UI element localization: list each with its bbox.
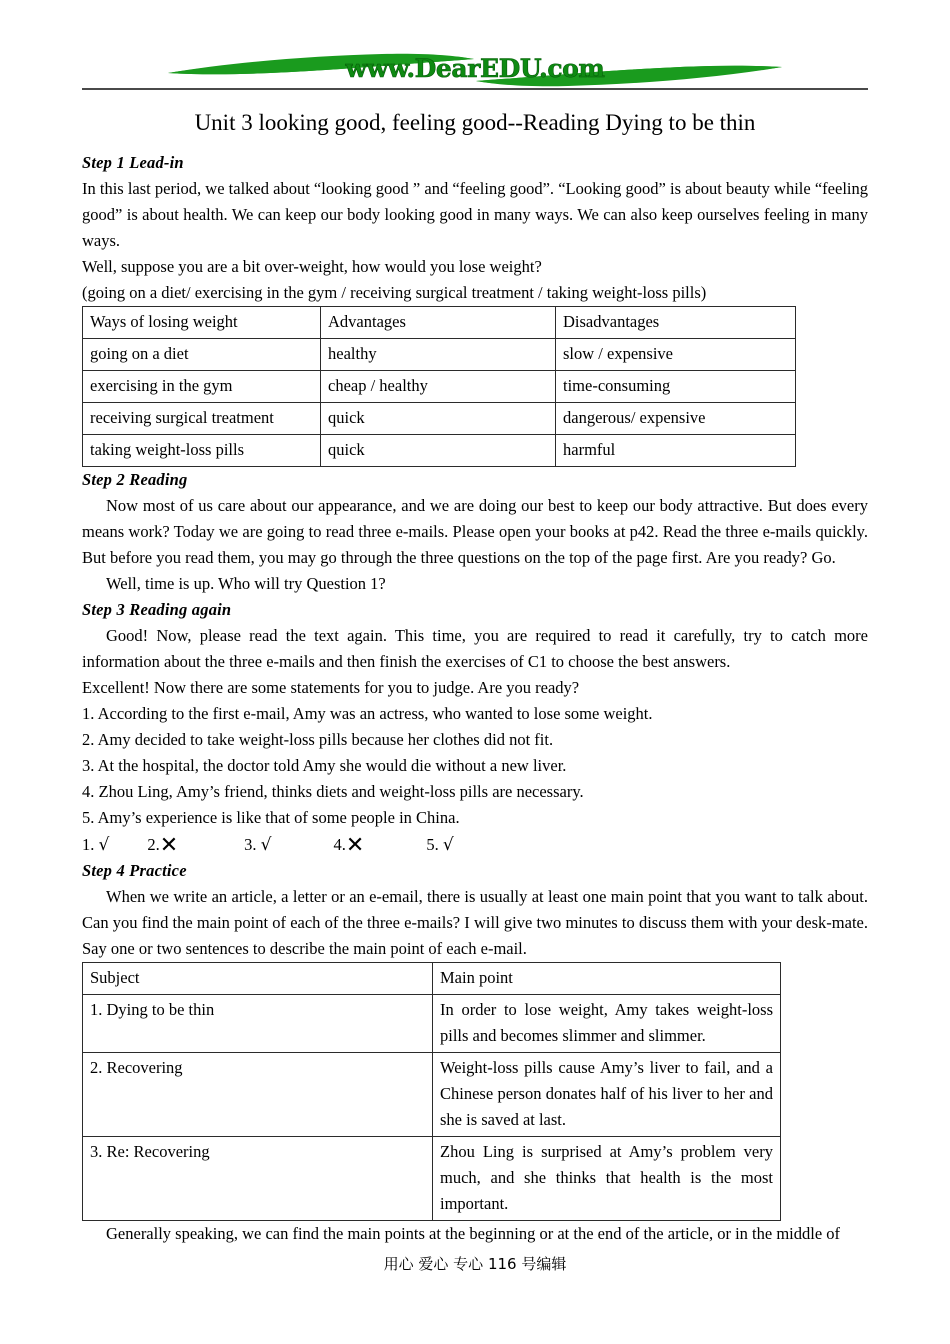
site-logo [82,50,868,90]
step2-heading: Step 2 Reading [82,470,188,489]
table-row [83,435,796,467]
step2-paragraph-2: Well, time is up. Who will try Question 1? [106,574,386,593]
column-header-subject: Subject [83,963,433,995]
cell-way: going on a diet [83,339,321,371]
step1-paragraph-1: In this last period, we talked about “looking good ” and “feeling good”. “Looking good” is about beauty while “feeling good” is about health. We can keep our body looking good in many ways. We can also keep ourselves feeling in many ways. [82,179,868,250]
column-header-main-point: Main point [433,963,781,995]
closing-paragraph: Generally speaking, we can find the main points at the beginning or at the end of the article, or in the middle of [106,1224,841,1243]
cell-main-point: Zhou Ling is surprised at Amy’s problem very much, and she thinks that health is the most important. [433,1137,781,1221]
cell-disadvantage: slow / expensive [556,339,796,371]
table-row [83,403,796,435]
cell-way: exercising in the gym [83,371,321,403]
table-header-row [83,963,781,995]
table-row [83,1053,781,1137]
step1-heading: Step 1 Lead-in [82,153,184,172]
answer-4-number: 4. [333,835,346,854]
column-header-advantages: Advantages [321,307,556,339]
table-row [83,995,781,1053]
page-title: Unit 3 looking good, feeling good--Reading Dying to be thin [194,110,756,135]
table-row [83,339,796,371]
main-points-table [82,962,781,1221]
answer-1 [82,832,109,858]
statement-item: 3. At the hospital, the doctor told Amy she would die without a new liver. [82,756,567,775]
answer-key-row [82,831,868,858]
cell-way: taking weight-loss pills [83,435,321,467]
cell-advantage: quick [321,403,556,435]
cell-advantage: quick [321,435,556,467]
header-divider-rule [82,88,868,90]
document-body [82,150,868,1247]
check-icon: √ [98,835,110,855]
table-row [83,371,796,403]
step4-paragraph-1: When we write an article, a letter or an e-email, there is usually at least one main point that you want to talk about. Can you find the main point of each of the three e-mails? I will give two minutes to discuss them with your desk-mate. Say one or two sentences to describe the main point of each e-mail. [82,887,868,958]
column-header-disadvantages: Disadvantages [556,307,796,339]
cell-advantage: healthy [321,339,556,371]
answer-4 [334,831,365,858]
cell-disadvantage: time-consuming [556,371,796,403]
cell-subject: 1. Dying to be thin [83,995,433,1053]
cross-icon: ✕ [345,833,365,858]
answer-5 [426,832,453,858]
answer-3-number: 3. [244,835,257,854]
page-footer: 用心 爱心 专心 116 号编辑 [383,1255,567,1273]
cell-subject: 3. Re: Recovering [83,1137,433,1221]
step2-paragraph-1: Now most of us care about our appearance, and we are doing our best to keep our body attractive. But does every means work? Today we are going to read three e-mails. Please open your books at p42. Read the three e-mails quickly. But before you read them, you may go through the three questions on the top of the page first. Are you ready? Go. [82,496,868,567]
answer-3 [244,832,271,858]
answer-2 [147,831,178,858]
column-header-ways: Ways of losing weight [83,307,321,339]
cell-subject: 2. Recovering [83,1053,433,1137]
answer-5-number: 5. [426,835,439,854]
step3-heading: Step 3 Reading again [82,600,232,619]
table-header-row [83,307,796,339]
check-icon: √ [260,835,272,855]
statement-item: 4. Zhou Ling, Amy’s friend, thinks diets and weight-loss pills are necessary. [82,782,584,801]
cross-icon: ✕ [159,833,179,858]
answer-1-number: 1. [82,835,95,854]
page-header [82,50,868,98]
answer-2-number: 2. [147,835,160,854]
statement-item: 2. Amy decided to take weight-loss pills because her clothes did not fit. [82,730,554,749]
step4-heading: Step 4 Practice [82,861,187,880]
ways-of-losing-weight-table [82,306,796,467]
cell-advantage: cheap / healthy [321,371,556,403]
check-icon: √ [442,835,454,855]
cell-main-point: Weight-loss pills cause Amy’s liver to fail, and a Chinese person donates half of his liver to her and she is saved at last. [433,1053,781,1137]
statement-item: 5. Amy’s experience is like that of some people in China. [82,808,460,827]
cell-disadvantage: harmful [556,435,796,467]
cell-way: receiving surgical treatment [83,403,321,435]
logo-text: www.DearEDU.com [345,54,605,83]
cell-main-point: In order to lose weight, Amy takes weight-loss pills and becomes slimmer and slimmer. [433,995,781,1053]
step3-paragraph-1: Good! Now, please read the text again. This time, you are required to read it carefully, try to catch more information about the three e-mails and then finish the exercises of C1 to choose the best answers. [82,626,868,671]
step3-paragraph-2: Excellent! Now there are some statements for you to judge. Are you ready? [82,678,580,697]
step1-paragraph-2: Well, suppose you are a bit over-weight, how would you lose weight? [82,257,542,276]
statement-item: 1. According to the first e-mail, Amy was an actress, who wanted to lose some weight. [82,704,653,723]
table-row [83,1137,781,1221]
cell-disadvantage: dangerous/ expensive [556,403,796,435]
step1-paragraph-3: (going on a diet/ exercising in the gym / receiving surgical treatment / taking weight-loss pills) [82,283,707,302]
